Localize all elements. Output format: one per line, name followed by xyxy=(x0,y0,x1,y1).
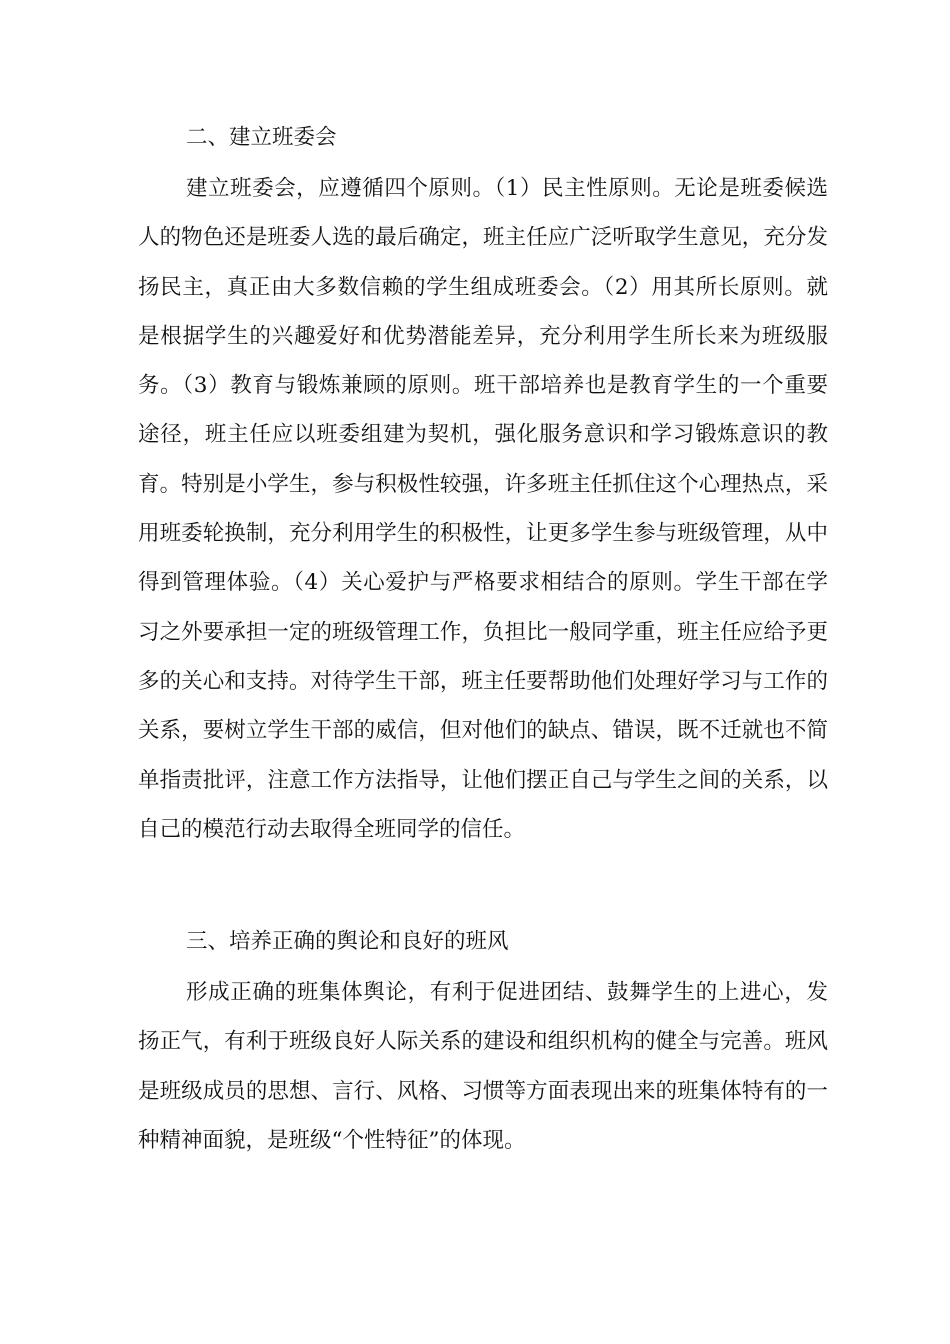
section-class-atmosphere xyxy=(138,916,828,1165)
section-paragraph: 建立班委会，应遵循四个原则。（1）民主性原则。无论是班委候选人的物色还是班委人选的最后确定，班主任应广泛听取学生意见，充分发扬民主，真正由大多数信赖的学生组成班委会。（2）用其所长原则。就是根据学生的兴趣爱好和优势潜能差异，充分利用学生所长来为班级服务。（3）教育与锻炼兼顾的原则。班干部培养也是教育学生的一个重要途径，班主任应以班委组建为契机，强化服务意识和学习锻炼意识的教育。特别是小学生，参与积极性较强，许多班主任抓住这个心理热点，采用班委轮换制，充分利用学生的积极性，让更多学生参与班级管理，从中得到管理体验。（4）关心爱护与严格要求相结合的原则。学生干部在学习之外要承担一定的班级管理工作，负担比一般同学重，班主任应给予更多的关心和支持。对待学生干部，班主任要帮助他们处理好学习与工作的关系，要树立学生干部的威信，但对他们的缺点、错误，既不迁就也不简单指责批评，注意工作方法指导，让他们摆正自己与学生之间的关系，以自己的模范行动去取得全班同学的信任。 xyxy=(138,176,828,842)
section-spacer xyxy=(138,854,828,916)
section-heading: 三、培养正确的舆论和良好的班风 xyxy=(186,929,509,955)
section-paragraph: 形成正确的班集体舆论，有利于促进团结、鼓舞学生的上进心，发扬正气，有利于班级良好人际关系的建设和组织机构的健全与完善。班风是班级成员的思想、言行、风格、习惯等方面表现出来的班集体特有的一种精神面貌，是班级“个性特征”的体现。 xyxy=(138,980,828,1154)
section-class-committee xyxy=(138,112,828,854)
section-heading: 二、建立班委会 xyxy=(186,125,337,150)
document-page xyxy=(138,112,828,1165)
